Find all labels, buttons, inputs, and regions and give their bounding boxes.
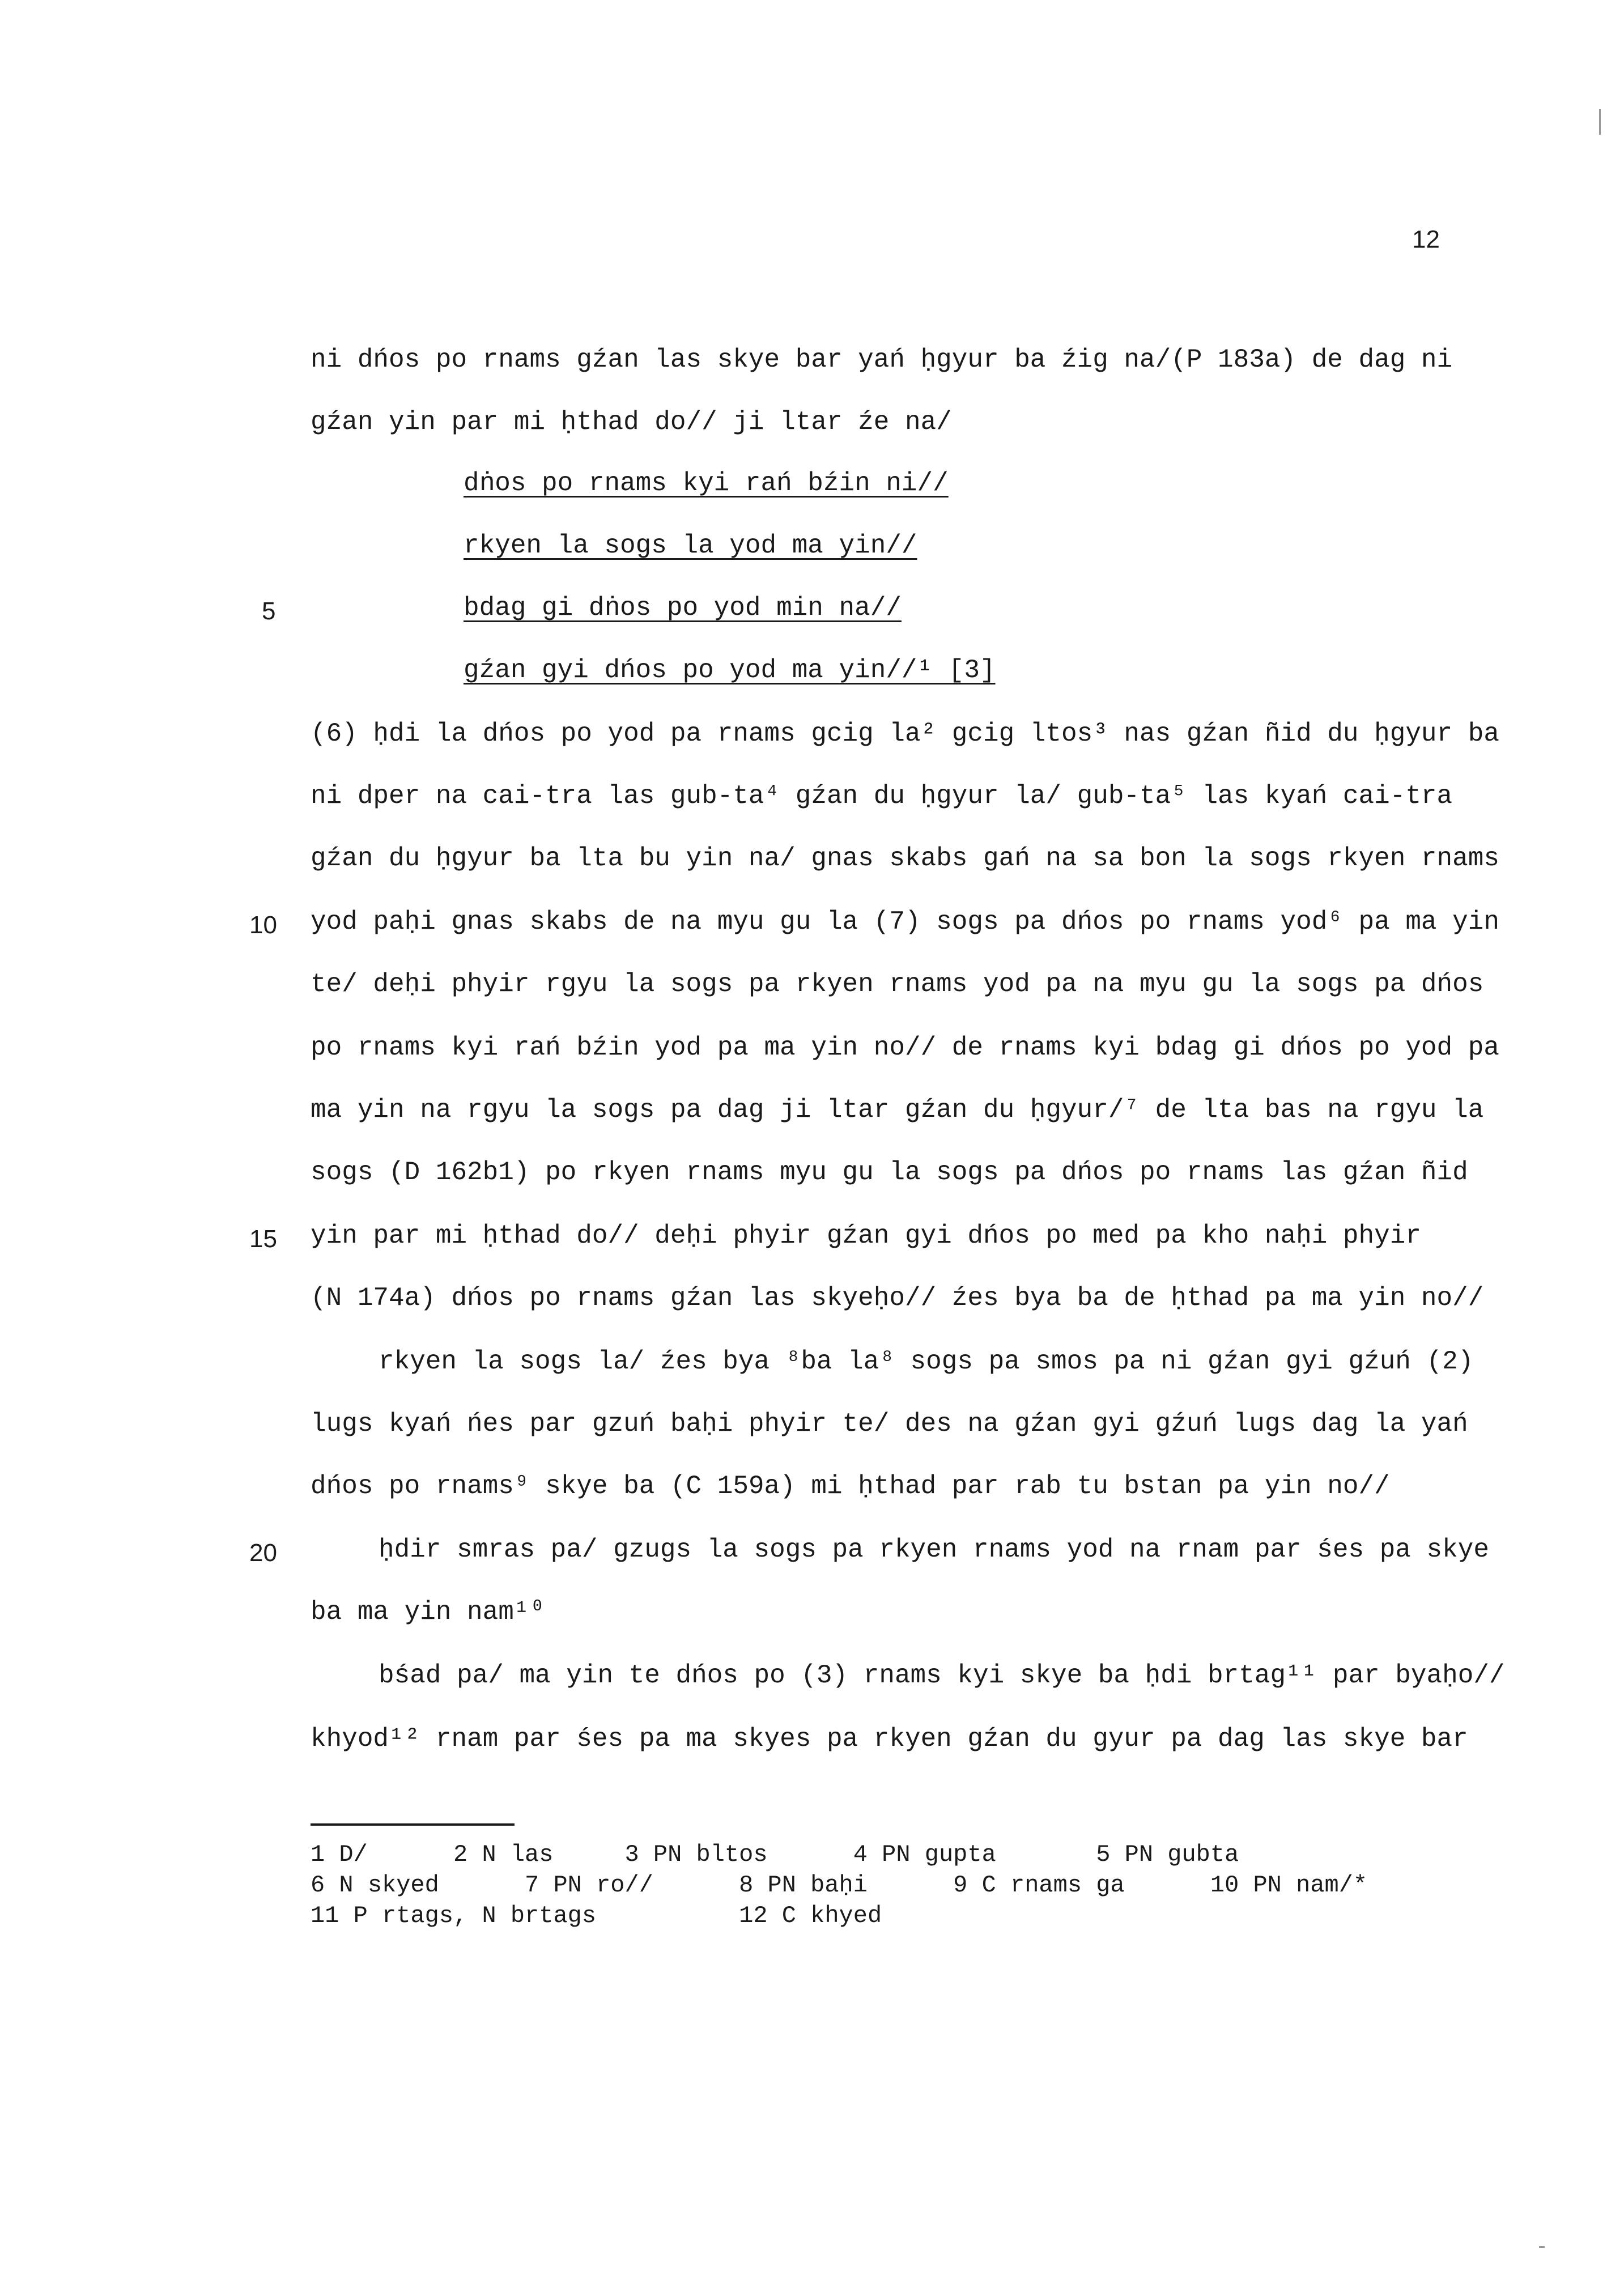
text-line: gźan du ḥgyur ba lta bu yin na/ gnas skabs gań na sa bon la sogs rkyen rnams: [311, 844, 1499, 873]
text-line: khyod¹² rnam par śes pa ma skyes pa rkyen gźan du gyur pa dag las skye bar: [311, 1724, 1468, 1754]
page-number: 12: [1412, 226, 1440, 253]
text-line: po rnams kyi rań bźin yod pa ma yin no// de rnams kyi bdag gi dńos po yod pa: [311, 1033, 1499, 1062]
text-line: ma yin na rgyu la sogs pa dag ji ltar gźan du ḥgyur/⁷ de lta bas na rgyu la: [311, 1095, 1484, 1125]
line-number: 5: [262, 597, 276, 625]
footnote-line: 11 P rtags, N brtags 12 C khyed: [311, 1902, 882, 1929]
text-line: te/ deḥi phyir rgyu la sogs pa rkyen rnams yod pa na myu gu la sogs pa dńos: [311, 970, 1484, 999]
scan-mark: [1599, 109, 1601, 135]
text-line: (6) ḥdi la dńos po yod pa rnams gcig la² gcig ltos³ nas gźan ñid du ḥgyur ba: [311, 719, 1499, 749]
text-line: ni dper na cai-tra las gub-ta⁴ gźan du ḥgyur la/ gub-ta⁵ las kyań cai-tra: [311, 781, 1453, 811]
text-line: dńos po rnams⁹ skye ba (C 159a) mi ḥthad par rab tu bstan pa yin no//: [311, 1472, 1390, 1501]
text-line: ni dńos po rnams gźan las skye bar yań ḥgyur ba źig na/(P 183a) de dag ni: [311, 345, 1453, 375]
verse-line: rkyen la sogs la yod ma yin//: [464, 531, 917, 560]
line-number: 15: [249, 1225, 277, 1253]
text-line: sogs (D 162b1) po rkyen rnams myu gu la sogs pa dńos po rnams las gźan ñid: [311, 1158, 1468, 1187]
text-line: yod paḥi gnas skabs de na myu gu la (7) sogs pa dńos po rnams yod⁶ pa ma yin: [311, 907, 1499, 937]
text-line: bśad pa/ ma yin te dńos po (3) rnams kyi skye ba ḥdi brtag¹¹ par byaḥo//: [379, 1661, 1505, 1690]
line-number: 10: [249, 911, 277, 939]
verse-line: dṅos po rnams kyi rań bźin ni//: [464, 469, 949, 498]
text-line: (N 174a) dńos po rnams gźan las skyeḥo// źes bya ba de ḥthad pa ma yin no//: [311, 1283, 1484, 1313]
footnote-line: 1 D/ 2 N las 3 PN bltos 4 PN gupta 5 PN gubta: [311, 1841, 1239, 1868]
text-line: ba ma yin nam¹⁰: [311, 1597, 546, 1627]
verse-line: gźan gyi dńos po yod ma yin//¹ [3]: [464, 656, 996, 685]
text-line: ḥdir smras pa/ gzugs la sogs pa rkyen rnams yod na rnam par śes pa skye: [379, 1535, 1489, 1564]
line-number: 20: [249, 1539, 277, 1567]
text-line: gźan yin par mi ḥthad do// ji ltar źe na/: [311, 407, 952, 437]
footnote-rule: [311, 1823, 515, 1826]
scan-mark: [1539, 2246, 1545, 2248]
verse-line: bdag gi dṅos po yod min na//: [464, 593, 902, 623]
text-line: yin par mi ḥthad do// deḥi phyir gźan gyi dńos po med pa kho naḥi phyir: [311, 1221, 1421, 1251]
text-line: rkyen la sogs la/ źes bya ⁸ba la⁸ sogs pa smos pa ni gźan gyi gźuń (2): [379, 1347, 1474, 1376]
text-line: lugs kyań ńes par gzuń baḥi phyir te/ des na gźan gyi gźuń lugs dag la yań: [311, 1409, 1468, 1439]
footnote-line: 6 N skyed 7 PN ro// 8 PN baḥi 9 C rnams ga 10 PN nam/*: [311, 1872, 1368, 1899]
